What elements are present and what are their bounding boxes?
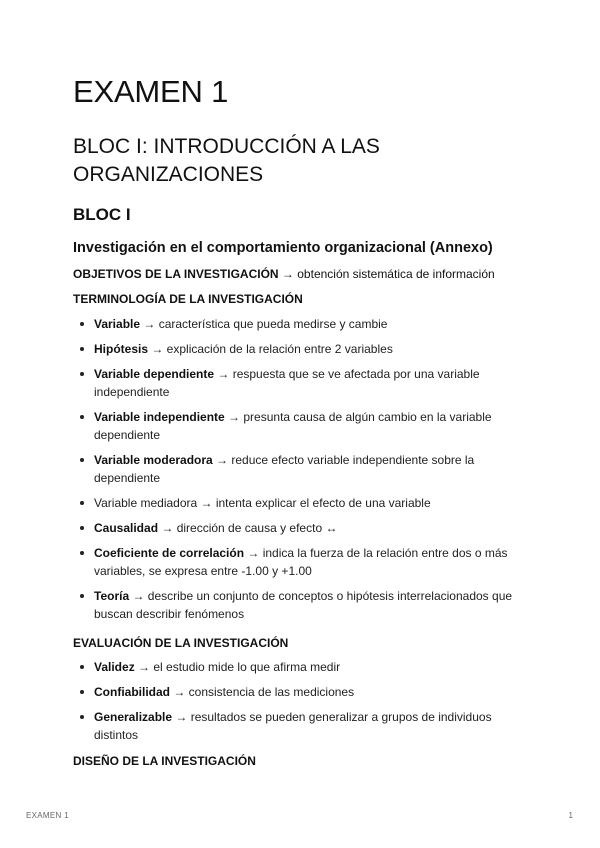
bullet-icon: [80, 372, 84, 376]
list-item: [73, 315, 513, 333]
objetivos-line: [73, 265, 495, 283]
term: Confiabilidad: [94, 685, 170, 699]
definition-continued: distintos: [94, 728, 139, 742]
block-title: BLOC I: INTRODUCCIÓN A LAS ORGANIZACIONES: [73, 135, 380, 186]
term: Variable dependiente: [94, 367, 215, 381]
list-item: [73, 365, 513, 401]
definition: → característica que pueda medirse y cambie: [140, 317, 388, 331]
definition-continued: variables, se expresa entre -1.00 y +1.00: [94, 564, 312, 578]
definition-continued: dependiente: [94, 428, 161, 442]
definition: → respuesta que se ve afectada por una variable: [214, 367, 480, 381]
sub-title: BLOC I: [73, 205, 131, 224]
definition: → el estudio mide lo que afirma medir: [134, 660, 341, 674]
definition: Variable mediadora → intenta explicar el efecto de una variable: [94, 496, 431, 510]
evaluacion-heading: EVALUACIÓN DE LA INVESTIGACIÓN: [73, 636, 289, 650]
bullet-icon: [80, 715, 84, 719]
term: Variable: [94, 317, 141, 331]
definition: → dirección de causa y efecto ↔: [158, 521, 338, 535]
bullet-icon: [80, 322, 84, 326]
diseno-heading: DISEÑO DE LA INVESTIGACIÓN: [73, 754, 256, 768]
list-item: [73, 708, 513, 744]
list-item: [73, 451, 513, 487]
definition: → presunta causa de algún cambio en la variable: [224, 410, 492, 424]
bullet-icon: [80, 526, 84, 530]
bullet-icon: [80, 594, 84, 598]
term: Variable moderadora: [94, 453, 213, 467]
list-item: [73, 544, 513, 580]
objetivos-label: OBJETIVOS DE LA INVESTIGACIÓN: [73, 267, 279, 281]
term: Validez: [94, 660, 135, 674]
definition: → explicación de la relación entre 2 variables: [148, 342, 393, 356]
list-item: [73, 340, 513, 358]
terminologia-heading: TERMINOLOGÍA DE LA INVESTIGACIÓN: [73, 292, 303, 306]
list-item: [73, 408, 513, 444]
terminologia-list: [73, 315, 513, 623]
list-item: [73, 683, 513, 701]
footer-document-name: EXAMEN 1: [26, 811, 69, 820]
document-title: EXAMEN 1: [73, 74, 229, 109]
definition: → resultados se pueden generalizar a grupos de individuos: [172, 710, 492, 724]
term: Generalizable: [94, 710, 173, 724]
bullet-icon: [80, 665, 84, 669]
term: Coeficiente de correlación: [94, 546, 245, 560]
term: Variable independiente: [94, 410, 225, 424]
bullet-icon: [80, 458, 84, 462]
list-item: [73, 494, 513, 512]
evaluacion-list: [73, 658, 513, 744]
definition: → indica la fuerza de la relación entre dos o más: [244, 546, 508, 560]
list-item: [73, 587, 513, 623]
objetivos-text: → obtención sistemática de información: [278, 267, 495, 281]
term: Teoría: [94, 589, 130, 603]
list-item: [73, 519, 513, 537]
term: Hipótesis: [94, 342, 149, 356]
definition-continued: dependiente: [94, 471, 161, 485]
definition: → reduce efecto variable independiente sobre la: [212, 453, 475, 467]
definition: → describe un conjunto de conceptos o hipótesis interrelacionados que: [129, 589, 513, 603]
section-title: Investigación en el comportamiento organizacional (Annexo): [73, 240, 493, 256]
definition: → consistencia de las mediciones: [170, 685, 355, 699]
bullet-icon: [80, 551, 84, 555]
bullet-icon: [80, 347, 84, 351]
definition-continued: independiente: [94, 385, 170, 399]
bullet-icon: [80, 690, 84, 694]
bullet-icon: [80, 415, 84, 419]
list-item: [73, 658, 513, 676]
definition-continued: buscan describir fenómenos: [94, 607, 245, 621]
bullet-icon: [80, 501, 84, 505]
footer-page-number: 1: [568, 811, 573, 820]
term: Causalidad: [94, 521, 159, 535]
